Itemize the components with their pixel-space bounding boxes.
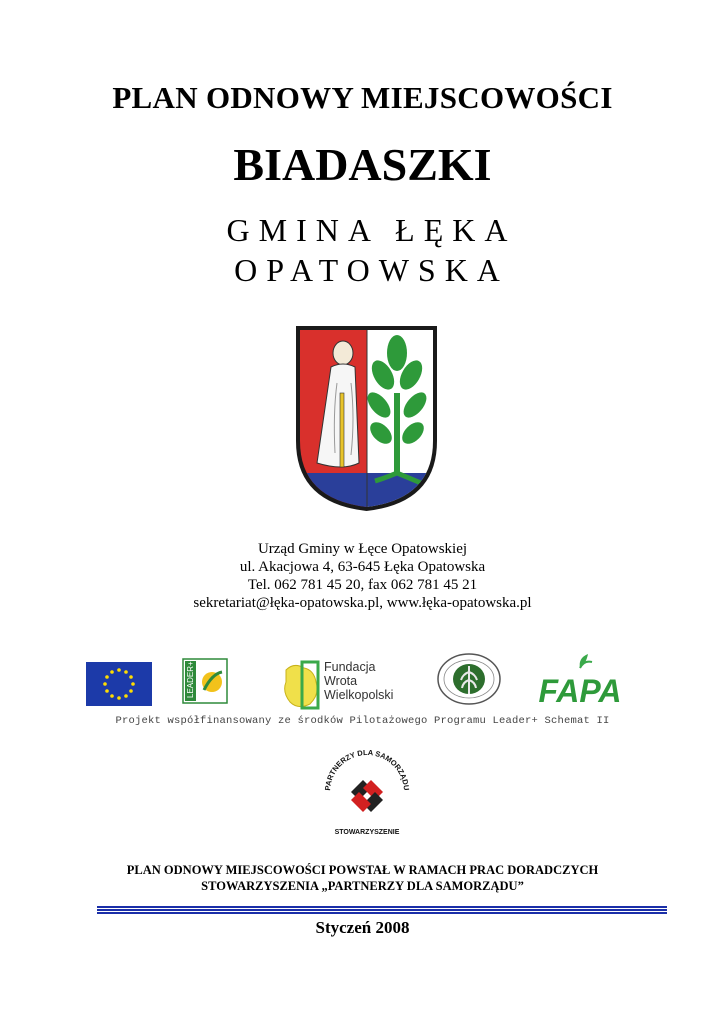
office-phone: Tel. 062 781 45 20, fax 062 781 45 21	[247, 577, 478, 593]
footer-note	[0, 862, 725, 894]
partnerzy-dla-samorzadu-logo	[318, 750, 416, 838]
fapa-logo-icon	[522, 652, 638, 708]
wielkopolska-map-icon	[280, 660, 322, 710]
coat-of-arms-icon	[293, 323, 440, 513]
fundacja-wrota-wielkopolski-logo	[280, 656, 404, 712]
partners-arc-text: PARTNERZY DLA SAMORZĄDU	[322, 750, 412, 791]
footer-divider	[97, 906, 667, 914]
fundacja-line-1: Fundacja	[324, 660, 376, 674]
office-address: ul. Akacjowa 4, 63-645 Łęka Opatowska	[239, 559, 486, 575]
leader-logo-icon	[182, 658, 228, 704]
ministry-seal-icon	[436, 652, 502, 706]
contact-block	[0, 540, 725, 612]
fapa-logo-text: FAPA	[538, 673, 622, 708]
document-date: Styczeń 2008	[315, 918, 410, 937]
footer-line-1: PLAN ODNOWY MIEJSCOWOŚCI POWSTAŁ W RAMACH PRAC DORADCZYCH	[126, 863, 599, 877]
footer-line-2: STOWARZYSZENIA „PARTNERZY DLA SAMORZĄDU”	[201, 879, 524, 893]
gmina-line-1: GMINA ŁĘKA	[226, 212, 517, 248]
document-title: PLAN ODNOWY MIEJSCOWOŚCI	[112, 80, 613, 115]
fundacja-line-2: Wrota	[324, 674, 358, 688]
office-name: Urząd Gminy w Łęce Opatowskiej	[257, 541, 468, 557]
village-name: BIADASZKI	[233, 139, 492, 190]
fundacja-line-3: Wielkopolski	[324, 688, 394, 702]
sponsor-logos	[0, 648, 725, 710]
leader-logo-text: LEADER+	[186, 661, 195, 698]
eu-flag-icon	[86, 662, 152, 706]
project-cofinancing-note: Projekt współfinansowany ze środków Pilotażowego Programu Leader+ Schemat II	[115, 715, 610, 727]
partners-caption: STOWARZYSZENIE	[334, 829, 400, 836]
office-email-web: sekretariat@łęka-opatowska.pl, www.łęka-opatowska.pl	[193, 595, 532, 611]
gmina-line-2: OPATOWSKA	[234, 252, 509, 288]
